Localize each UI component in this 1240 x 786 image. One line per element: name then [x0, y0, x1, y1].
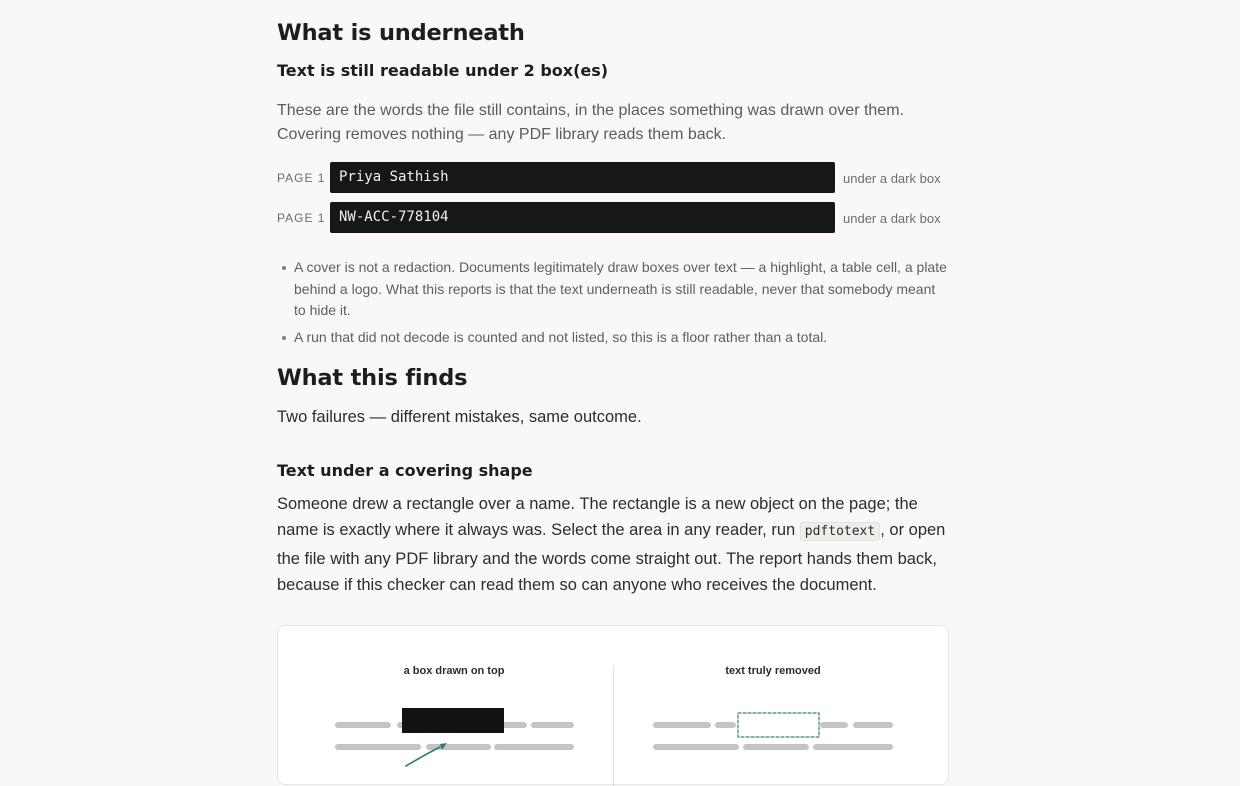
findings-count-heading: Text is still readable under 2 box(es)	[277, 61, 609, 80]
cover-kind: under a dark box	[843, 171, 941, 186]
right-panel	[656, 713, 890, 747]
cover-box	[402, 708, 504, 733]
finding-row	[277, 162, 949, 193]
left-panel	[338, 708, 571, 766]
page-label: PAGE 1	[277, 171, 326, 185]
failure-description: Someone drew a rectangle over a name. The rectangle is a new object on the page; the name is exactly where it always was. Select the area in any reader, run pdftotext , or open the file with any PDF library and the words come straight out. The report hands them back, because if this checker can read them so can anyone who receives the document.	[277, 495, 946, 594]
section-finds-lead: Two failures — different mistakes, same outcome.	[277, 408, 642, 426]
illustration-card	[277, 625, 949, 785]
cover-kind: under a dark box	[843, 211, 941, 226]
failure-heading: Text under a covering shape	[277, 461, 533, 480]
finding-row	[277, 202, 949, 233]
illustration-drawing	[278, 626, 950, 786]
caveat-item: A cover is not a redaction. Documents legitimately draw boxes over text — a highlight, a table cell, a plate behind a logo. What this reports is that the text underneath is still readable, never that somebody meant to hide it.	[277, 257, 949, 322]
left-caption: a box drawn on top	[403, 665, 505, 677]
text-line-placeholder	[656, 725, 890, 747]
section-lead: These are the words the file still contains, in the places something was drawn over them. Covering removes nothing — any PDF library reads them back.	[277, 102, 904, 143]
pdftotext-code: pdftotext	[800, 522, 880, 541]
right-caption: text truly removed	[725, 665, 821, 677]
removed-region	[738, 713, 819, 737]
section-title-finds: What this finds	[277, 365, 468, 391]
section-title-underneath: What is underneath	[277, 20, 525, 46]
caveat-item: A run that did not decode is counted and not listed, so this is a floor rather than a total.	[277, 327, 949, 349]
caveat-list	[277, 257, 949, 353]
recovered-text[interactable]: Priya Sathish	[330, 162, 835, 193]
recovered-text[interactable]: NW-ACC-778104	[330, 202, 835, 233]
page-label: PAGE 1	[277, 211, 326, 225]
